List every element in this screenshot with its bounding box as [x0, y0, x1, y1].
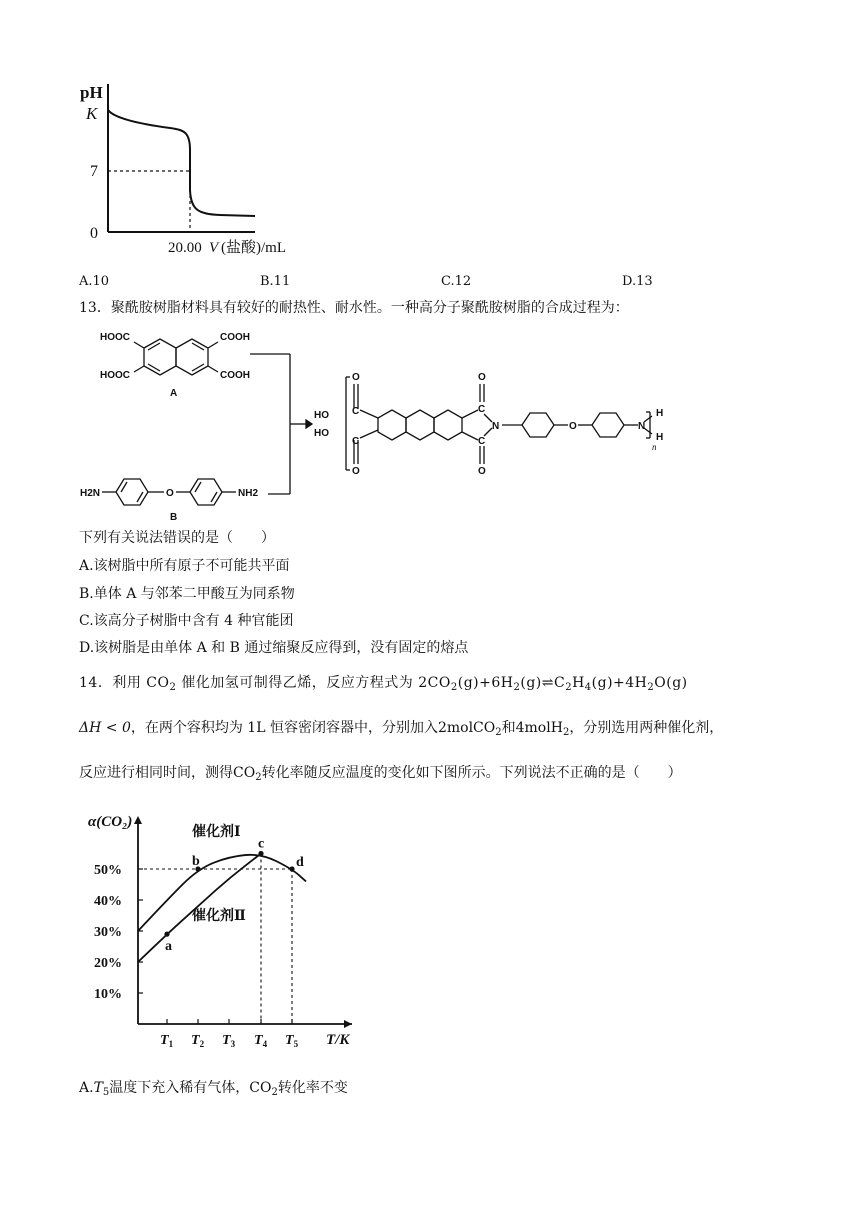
ho-label-1: HO — [314, 410, 329, 421]
q14-line1-pre: 14．利用 — [79, 675, 142, 691]
y-tick-label: 20% — [94, 956, 122, 971]
q13-option-b: B.单体 A 与邻苯二甲酸互为同系物 — [79, 586, 295, 602]
volume-value: 20.00 — [168, 240, 202, 256]
y-tick-label: 40% — [94, 894, 122, 909]
c-label-1: C — [352, 406, 360, 417]
volume-var: V — [209, 240, 219, 256]
ph-axis-label: pH — [80, 83, 103, 102]
q12-option-d: D.13 — [622, 274, 653, 289]
y-tick-label: 30% — [94, 925, 122, 940]
x-axis-arrow — [344, 1020, 352, 1028]
amount-co2: 2molCO — [437, 720, 496, 736]
monomer-b-label: B — [170, 512, 178, 522]
chart-labels — [88, 814, 350, 1049]
o-label-2: O — [352, 466, 360, 477]
q14-line1-mid: 催化加氢可制得乙烯，反应方程式为 — [181, 675, 414, 691]
polymer-synthesis-scheme — [78, 322, 678, 522]
series-label-2: 催化剂Ⅱ — [192, 909, 246, 924]
ph-7-tick: 7 — [90, 163, 98, 180]
c-label-4: C — [478, 436, 486, 447]
q13-stem: 13．聚酰胺树脂材料具有较好的耐热性、耐水性。一种高分子聚酰胺树脂的合成过程为： — [79, 300, 629, 316]
q14-option-a-mid: 温度下充入稀有气体， — [109, 1080, 250, 1096]
ph-k-tick: K — [86, 104, 98, 123]
chart-series — [138, 851, 306, 962]
n-amide-label: N — [638, 421, 646, 432]
cooh-label-1: COOH — [220, 332, 250, 343]
q14-line2-post: ，在两个容积均为 1L 恒容密闭容器中，分别加入 — [130, 720, 438, 736]
q14-line3-pre: 反应进行相同时间，测得 — [79, 765, 233, 781]
x-tick-label: $T_1$ — [160, 1033, 174, 1049]
q13-question: 下列有关说法错误的是（ ） — [79, 530, 275, 546]
point-a — [164, 932, 169, 937]
x-tick-label: $T_4$ — [254, 1033, 268, 1049]
y-axis-label: α(CO₂) — [88, 814, 133, 830]
annotation-d: d — [296, 855, 304, 870]
q14-option-a-pre: A. — [79, 1080, 94, 1096]
point-d — [289, 866, 294, 871]
titration-curve — [108, 110, 255, 216]
annotation-a: a — [165, 939, 172, 955]
point-c — [258, 851, 263, 856]
q14-line-1 — [79, 673, 688, 698]
q14-line-2: ΔH < 0，在两个容积均为 1L 恒容密闭容器中，分别加入2molCO$_2$和4molH$_2$，分别选用两种催化剂， — [79, 720, 724, 738]
reaction-arrow — [250, 354, 312, 494]
reaction-equation: $2CO_2(g)+6H_2(g)\rightleftharpoons C_2H_4(g)+4H_2O(g)$ — [418, 675, 688, 693]
o-label-3: O — [478, 372, 486, 383]
x-tick-label: $T_5$ — [285, 1033, 299, 1049]
monomer-a — [134, 339, 218, 375]
q14-option-a: $A.T_5$温度下充入稀有气体，$CO_2$转化率不变 — [79, 1080, 348, 1098]
q13-option-a: A.该树脂中所有原子不可能共平面 — [79, 558, 290, 574]
co2-formula: $CO_2$ — [146, 675, 177, 693]
x-tick-label: $T_3$ — [222, 1033, 236, 1049]
co2-conversion-chart — [80, 808, 370, 1058]
hooc-label-1: HOOC — [100, 332, 130, 343]
delta-h: ΔH < 0 — [79, 720, 131, 736]
x-axis-label: T/K — [326, 1032, 350, 1048]
h-label-2: H — [656, 432, 664, 443]
q12-option-a: A.10 — [79, 274, 110, 289]
nh2-left-label: H2N — [80, 488, 101, 499]
c-label-3: C — [478, 404, 486, 415]
volume-unit: (盐酸)/mL — [221, 240, 286, 256]
x-tick-label: $T_2$ — [191, 1033, 205, 1049]
h-label-1: H — [656, 408, 664, 419]
nh2-right-label: NH2 — [238, 488, 259, 499]
y-tick-label: 50% — [94, 863, 122, 878]
o-label-1: O — [352, 372, 360, 383]
annotation-c: c — [258, 836, 265, 852]
q13-option-c: C.该高分子树脂中含有 4 种官能团 — [79, 613, 294, 629]
amount-h2: 4molH — [515, 720, 563, 736]
monomer-a-label: A — [170, 388, 178, 399]
q14-line-3: 反应进行相同时间，测得$CO_2$转化率随反应温度的变化如下图所示。下列说法不正确的是（ ） — [79, 765, 682, 783]
q12-option-b: B.11 — [260, 274, 291, 289]
annotation-b: b — [192, 854, 200, 869]
y-axis-arrow — [134, 816, 142, 824]
n-imide-label: N — [492, 421, 500, 432]
q13-option-d: D.该树脂是由单体 A 和 B 通过缩聚反应得到，没有固定的熔点 — [79, 640, 469, 656]
c-label-2: C — [352, 436, 360, 447]
q14-option-a-post: 转化率不变 — [277, 1080, 348, 1096]
ether-o-label-p: O — [569, 421, 577, 432]
hooc-label-2: HOOC — [100, 370, 130, 381]
o-label-4: O — [478, 466, 486, 477]
n-subscript: n — [652, 442, 657, 452]
series-label-1: 催化剂Ⅰ — [192, 825, 241, 840]
q14-line2-end: ，分别选用两种催化剂， — [569, 720, 724, 736]
ho-label-2: HO — [314, 428, 329, 439]
y-tick-label: 10% — [94, 987, 122, 1002]
q12-option-c: C.12 — [441, 274, 472, 289]
q14-line3-post: 转化率随反应温度的变化如下图所示。下列说法不正确的是（ ） — [261, 765, 682, 781]
ph-0-tick: 0 — [90, 225, 98, 242]
ether-o-label-b: O — [166, 488, 174, 499]
titration-graph — [80, 80, 310, 260]
cooh-label-2: COOH — [220, 370, 250, 381]
q14-line2-and: 和 — [501, 720, 516, 736]
